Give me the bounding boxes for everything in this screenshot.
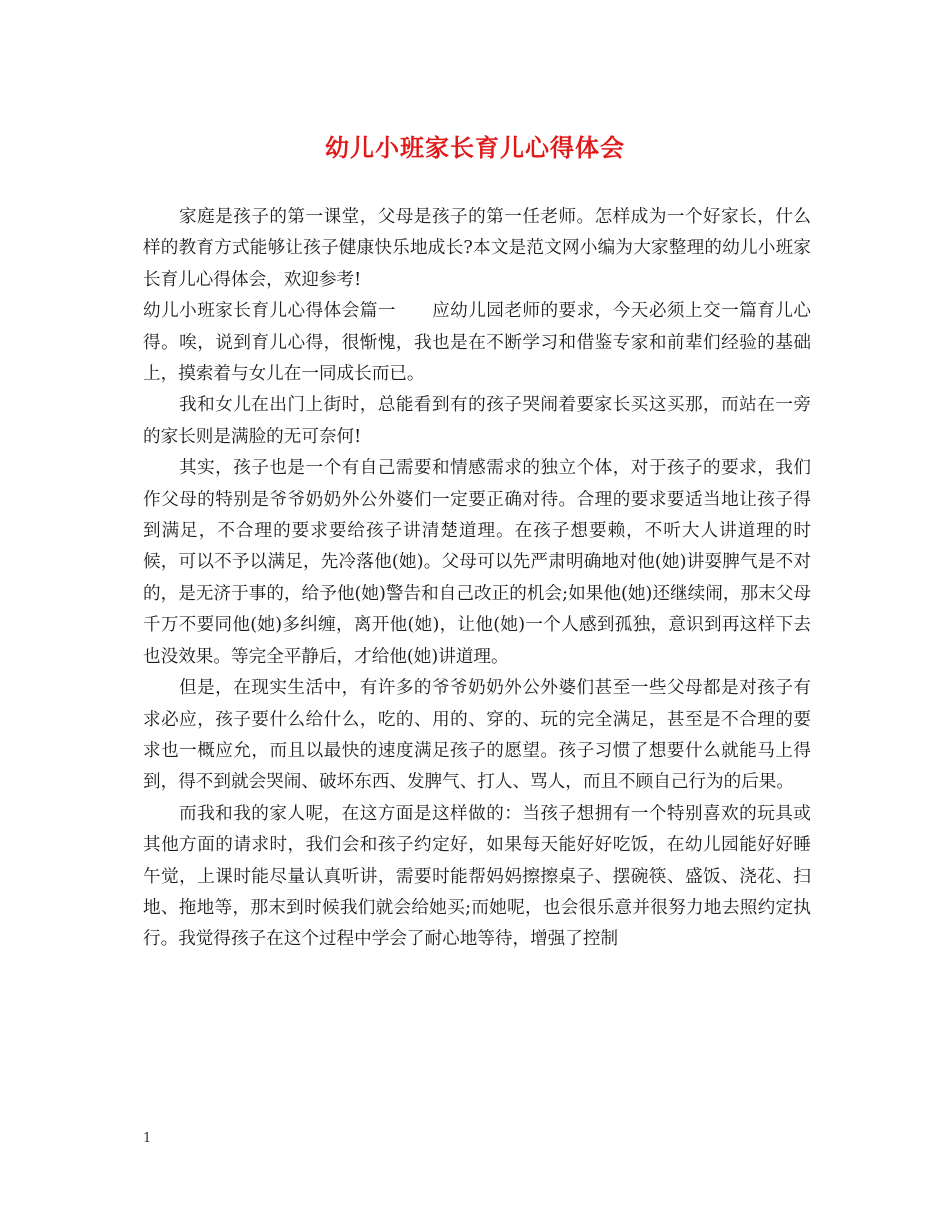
page-number: 1 <box>143 1131 152 1146</box>
document-title: 幼儿小班家长育儿心得体会 <box>325 133 625 162</box>
body-paragraph: 但是，在现实生活中，有许多的爷爷奶奶外公外婆们甚至一些父母都是对孩子有求必应，孩子要什么给什么，吃的、用的、穿的、玩的完全满足，甚至是不合理的要求也一概应允，而且以最快的速度满足孩子的愿望。孩子习惯了想要什么就能马上得到，得不到就会哭闹、破坏东西、发脾气、打人、骂人，而且不顾自己行为的后果。 <box>143 678 811 793</box>
body-paragraph: 我和女儿在出门上街时，总能看到有的孩子哭闹着要家长买这买那，而站在一旁的家长则是满脸的无可奈何! <box>143 395 811 447</box>
intro-paragraph: 家庭是孩子的第一课堂，父母是孩子的第一任老师。怎样成为一个好家长，什么样的教育方式能够让孩子健康快乐地成长?本文是范文网小编为大家整理的幼儿小班家长育儿心得体会，欢迎参考! <box>143 207 811 290</box>
document-body <box>143 202 811 956</box>
body-paragraph: 其实，孩子也是一个有自己需要和情感需求的独立个体，对于孩子的要求，我们作父母的特别是爷爷奶奶外公外婆们一定要正确对待。合理的要求要适当地让孩子得到满足，不合理的要求要给孩子讲清楚道理。在孩子想要赖，不听大人讲道理的时候，可以不予以满足，先冷落他(她)。父母可以先严肃明确地对他(她)讲耍脾气是不对的，是无济于事的，给予他(她)警告和自己改正的机会;如果他(她)还继续闹，那末父母千万不要同他(她)多纠缠，离开他(她)，让他(她)一个人感到孤独，意识到再这样下去也没效果。等完全平静后，才给他(她)讲道理。 <box>143 458 811 667</box>
section-heading-paragraph: 幼儿小班家长育儿心得体会篇一 应幼儿园老师的要求，今天必须上交一篇育儿心得。唉，说到育儿心得，很惭愧，我也是在不断学习和借鉴专家和前辈们经验的基础上，摸索着与女儿在一同成长而已。 <box>143 301 811 385</box>
body-paragraph: 而我和我的家人呢，在这方面是这样做的：当孩子想拥有一个特别喜欢的玩具或其他方面的请求时，我们会和孩子约定好，如果每天能好好吃饭，在幼儿园能好好睡午觉，上课时能尽量认真听讲，需要时能帮妈妈擦擦桌子、摆碗筷、盛饭、浇花、扫地、拖地等，那末到时候我们就会给她买;而她呢，也会很乐意并很努力地去照约定执行。我觉得孩子在这个过程中学会了耐心地等待，增强了控制 <box>143 803 811 950</box>
